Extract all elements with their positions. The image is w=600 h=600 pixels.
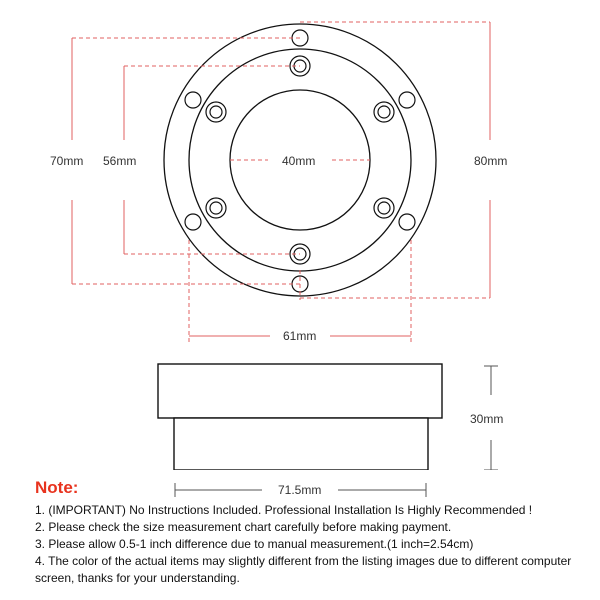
dim-80mm-label: 80mm [474,154,508,168]
bolt-hole-upper-left [206,102,226,122]
note-title: Note: [35,478,79,497]
dim-71-5mm-label: 71.5mm [278,483,322,497]
note-item-4: 4. The color of the actual items may slightly different from the listing images due to different computer screen, thanks for your understanding. [35,554,572,585]
dimension-71-5mm [0,480,600,500]
outer-hole-upper-left [185,92,201,108]
bolt-hole-lower-left [206,198,226,218]
dim-56mm-label: 56mm [103,154,137,168]
outer-hole-lower-left [185,214,201,230]
notes-list [35,502,595,587]
dim-70mm-label: 70mm [50,154,84,168]
outer-hole-upper-right [399,92,415,108]
side-hub [174,418,428,470]
side-flange [158,364,442,418]
note-item-1: 1. (IMPORTANT) No Instructions Included. Professional Installation Is Highly Recommended ! [35,503,533,517]
bolt-hole-lower-right [374,198,394,218]
dim-61mm-label: 61mm [283,329,317,343]
outer-hole-lower-right [399,214,415,230]
dim-30mm-label: 30mm [470,412,504,426]
bolt-hole-upper-right [374,102,394,122]
note-item-3: 3. Please allow 0.5-1 inch difference due to manual measurement.(1 inch=2.54cm) [35,537,474,551]
dim-40mm-label: 40mm [282,154,316,168]
side-view [158,364,442,470]
note-item-2: 2. Please check the size measurement chart carefully before making payment. [35,520,452,534]
